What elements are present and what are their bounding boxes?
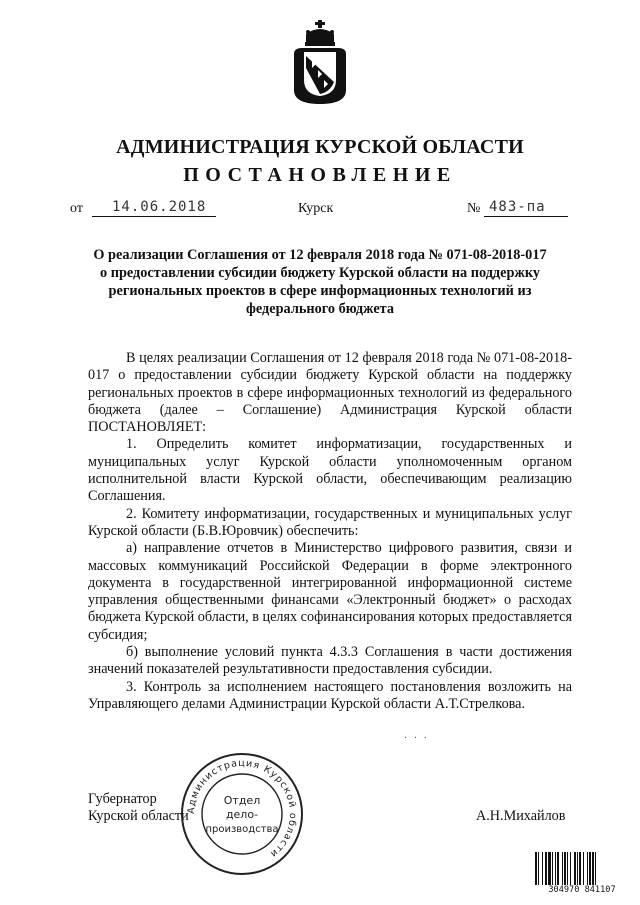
signatory-title-line: Губернатор	[88, 791, 157, 807]
barcode-bar	[545, 852, 547, 886]
office-stamp	[180, 752, 304, 876]
document-body	[88, 350, 572, 713]
barcode-bar	[562, 852, 563, 886]
signatory-name: А.Н.Михайлов	[476, 808, 566, 824]
city: Курск	[298, 201, 334, 216]
document-type: ПОСТАНОВЛЕНИЕ	[183, 164, 457, 186]
barcode-number: 304970 841107	[530, 885, 634, 895]
barcode-bar	[570, 852, 571, 886]
barcode-bar	[555, 852, 556, 886]
number-value: 483-па	[489, 199, 546, 215]
faint-mark: · · ·	[404, 733, 429, 744]
body-paragraph: 1. Определить комитет информатизации, государственных и муниципальных услуг Курской области уполномоченным органом исполнительной власти Курской области, обеспечивающим реализацию Соглашения.	[88, 436, 572, 505]
body-paragraph: а) направление отчетов в Министерство цифрового развития, связи и массовых коммуникаций Российской Федерации в форме электронного документа в государственной интегрированной информационной системе управления общественными финансами «Электронный бюджет» о расходах бюджета Курской области, в целях софинансирования которых предоставляется субсидия;	[88, 540, 572, 643]
barcode-bar	[548, 852, 551, 886]
subject-line: О реализации Соглашения от 12 февраля 2018 года № 071-08-2018-017	[93, 247, 547, 263]
body-paragraph: б) выполнение условий пункта 4.3.3 Соглашения в части достижения значений показателей результативности предоставления субсидии.	[88, 644, 572, 678]
body-paragraph: В целях реализации Соглашения от 12 февраля 2018 года № 071-08-2018-017 о предоставлении субсидии бюджету Курской области на поддержку региональных проектов в сфере информационных технологий из федерального бюджета (далее – Соглашение) Администрация Курской области ПОСТАНОВЛЯЕТ:	[88, 350, 572, 436]
barcode-bar	[552, 852, 553, 886]
date-prefix: от	[70, 201, 83, 216]
stamp-ring-text: Администрация Курской области	[185, 757, 299, 860]
stamp-line: производства	[205, 824, 279, 835]
signatory-title-line: Курской области	[88, 808, 189, 825]
barcode-bar	[587, 852, 588, 886]
organization-title: АДМИНИСТРАЦИЯ КУРСКОЙ ОБЛАСТИ	[116, 136, 524, 158]
barcode-bar	[535, 852, 537, 886]
subject-line: о предоставлении субсидии бюджету Курской области на поддержку	[99, 265, 541, 281]
number-prefix: №	[467, 201, 481, 216]
barcode-bar	[542, 852, 543, 886]
date-underline	[92, 216, 216, 217]
barcode-bar	[564, 852, 566, 886]
body-paragraph: 2. Комитету информатизации, государственных и муниципальных услуг Курской области (Б.В.Юровчик) обеспечить:	[88, 505, 572, 539]
signatory-title	[88, 791, 189, 826]
barcode-bar	[579, 852, 581, 886]
barcode-bar	[583, 852, 584, 886]
barcode-bar	[592, 852, 594, 886]
subject-line: федерального бюджета	[245, 301, 395, 317]
number-underline	[484, 216, 568, 217]
body-paragraph: 3. Контроль за исполнением настоящего постановления возложить на Управляющего делами Администрации Курской области А.Т.Стрелкова.	[88, 678, 572, 712]
barcode-bar	[538, 852, 539, 886]
barcode-bar	[595, 852, 596, 886]
barcode-bar	[577, 852, 578, 886]
subject-line: региональных проектов в сфере информационных технологий из	[108, 283, 532, 299]
coat-of-arms-emblem	[292, 20, 348, 106]
barcode-bar	[567, 852, 568, 886]
barcode-bar	[557, 852, 559, 886]
stamp-line: Отдел	[223, 794, 261, 807]
document-subject	[60, 246, 580, 318]
stamp-line: дело-	[225, 808, 259, 821]
barcode-bar	[589, 852, 591, 886]
date-value: 14.06.2018	[112, 199, 207, 215]
barcode-bar	[574, 852, 576, 886]
